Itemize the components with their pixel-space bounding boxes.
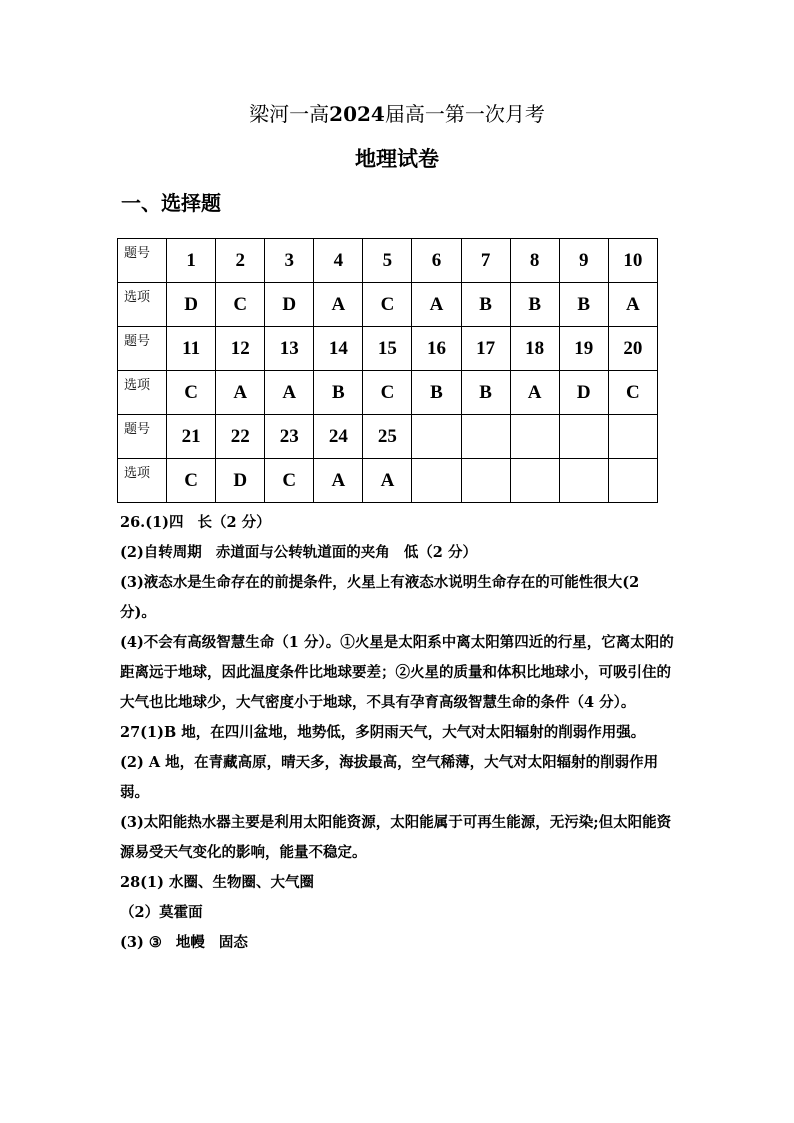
answer-choice-cell: C: [167, 459, 216, 503]
question-number-row: [118, 239, 658, 283]
answer-choice-cell: D: [559, 371, 608, 415]
answer-choice-row: [118, 371, 658, 415]
answer-choice-cell: [559, 459, 608, 503]
answer-choice-cell: B: [412, 371, 461, 415]
answer-28-3-part: 固态: [218, 934, 248, 951]
answer-27-2: (2) A 地，在青藏高原，晴天多，海拔最高，空气稀薄，大气对太阳辐射的削弱作用弱。: [120, 754, 659, 801]
question-number-row: [118, 327, 658, 371]
answer-27-3: (3)太阳能热水器主要是利用太阳能资源，太阳能属于可再生能源，无污染;但太阳能资源易受天气变化的影响，能量不稳定。: [120, 814, 672, 861]
answer-26-3: (3)液态水是生命存在的前提条件，火星上有液态水说明生命存在的可能性很大(2 分)。: [120, 574, 640, 621]
answer-28-3-part: (3) ③: [120, 934, 162, 951]
question-number-cell: [412, 415, 461, 459]
answer-26-1-part: 26.(1)四: [120, 514, 184, 531]
title-exam: 届高一第一次月考: [384, 102, 545, 126]
question-number-cell: 12: [216, 327, 265, 371]
question-number-cell: 16: [412, 327, 461, 371]
answer-26-2-part: 低（2 分）: [403, 544, 477, 561]
question-number-cell: 13: [265, 327, 314, 371]
question-number-row: [118, 415, 658, 459]
question-number-cell: 1: [167, 239, 216, 283]
answer-choice-cell: [510, 459, 559, 503]
answer-27-1: 27(1)B 地，在四川盆地，地势低，多阴雨天气，大气对太阳辐射的削弱作用强。: [120, 724, 646, 741]
answer-choice-cell: A: [265, 371, 314, 415]
question-number-cell: 20: [608, 327, 657, 371]
answer-choice-cell: A: [608, 283, 657, 327]
question-number-cell: 17: [461, 327, 510, 371]
question-number-cell: 5: [363, 239, 412, 283]
answer-choice-row: [118, 459, 658, 503]
question-number-cell: 18: [510, 327, 559, 371]
question-number-cell: 8: [510, 239, 559, 283]
answer-text: [120, 508, 680, 958]
answer-choice-cell: A: [412, 283, 461, 327]
question-number-cell: 3: [265, 239, 314, 283]
question-number-cell: 6: [412, 239, 461, 283]
answer-table: [117, 238, 658, 503]
question-number-cell: 23: [265, 415, 314, 459]
answer-26-1: [120, 508, 680, 538]
question-number-cell: 14: [314, 327, 363, 371]
answer-choice-cell: C: [265, 459, 314, 503]
title-school: 梁河一高: [249, 102, 330, 126]
answer-26-2-part: (2)自转周期: [120, 544, 202, 561]
question-number-cell: 22: [216, 415, 265, 459]
question-number-cell: [510, 415, 559, 459]
answer-choice-cell: B: [461, 371, 510, 415]
answer-choice-cell: B: [314, 371, 363, 415]
question-number-cell: 21: [167, 415, 216, 459]
exam-title: [0, 98, 794, 127]
question-number-cell: 24: [314, 415, 363, 459]
answer-choice-row: [118, 283, 658, 327]
question-number-cell: 7: [461, 239, 510, 283]
answer-choice-cell: B: [461, 283, 510, 327]
question-number-cell: [608, 415, 657, 459]
question-label-cell: 题号: [118, 239, 167, 283]
answer-28-1: 28(1) 水圈、生物圈、大气圈: [120, 874, 315, 891]
answer-choice-cell: A: [363, 459, 412, 503]
answer-choice-cell: A: [314, 459, 363, 503]
question-label-cell: 题号: [118, 327, 167, 371]
answer-choice-cell: D: [216, 459, 265, 503]
question-number-cell: 25: [363, 415, 412, 459]
question-number-cell: [461, 415, 510, 459]
answer-label-cell: 选项: [118, 459, 167, 503]
section-heading: 一、选择题: [121, 191, 221, 215]
answer-choice-cell: C: [608, 371, 657, 415]
question-number-cell: 19: [559, 327, 608, 371]
answer-label-cell: 选项: [118, 283, 167, 327]
question-number-cell: [559, 415, 608, 459]
question-number-cell: 4: [314, 239, 363, 283]
question-number-cell: 11: [167, 327, 216, 371]
answer-choice-cell: A: [314, 283, 363, 327]
answer-26-2-part: 赤道面与公转轨道面的夹角: [215, 544, 390, 561]
question-number-cell: 15: [363, 327, 412, 371]
answer-26-1-part: 长（2 分）: [197, 514, 271, 531]
answer-choice-cell: B: [510, 283, 559, 327]
answer-choice-cell: D: [167, 283, 216, 327]
answer-label-cell: 选项: [118, 371, 167, 415]
answer-26-2: [120, 538, 680, 568]
answer-choice-cell: C: [363, 371, 412, 415]
answer-choice-cell: C: [216, 283, 265, 327]
exam-subtitle: 地理试卷: [355, 146, 439, 171]
title-year: 2024: [329, 102, 385, 126]
answer-28-3-part: 地幔: [175, 934, 205, 951]
answer-26-4: (4)不会有高级智慧生命（1 分）。①火星是太阳系中离太阳第四近的行星，它离太阳的距离远于地球，因此温度条件比地球要差；②火星的质量和体积比地球小，可吸引住的大气也比地球少，大气密度小于地球，不具有孕育高级智慧生命的条件（4 分）。: [120, 634, 674, 711]
answer-choice-cell: C: [363, 283, 412, 327]
answer-choice-cell: C: [167, 371, 216, 415]
answer-choice-cell: [608, 459, 657, 503]
answer-choice-cell: [461, 459, 510, 503]
question-number-cell: 10: [608, 239, 657, 283]
answer-choice-cell: D: [265, 283, 314, 327]
answer-choice-cell: A: [510, 371, 559, 415]
answer-28-3: [120, 928, 680, 958]
question-label-cell: 题号: [118, 415, 167, 459]
answer-choice-cell: [412, 459, 461, 503]
question-number-cell: 9: [559, 239, 608, 283]
answer-28-2: （2）莫霍面: [120, 904, 203, 921]
answer-choice-cell: B: [559, 283, 608, 327]
question-number-cell: 2: [216, 239, 265, 283]
answer-choice-cell: A: [216, 371, 265, 415]
